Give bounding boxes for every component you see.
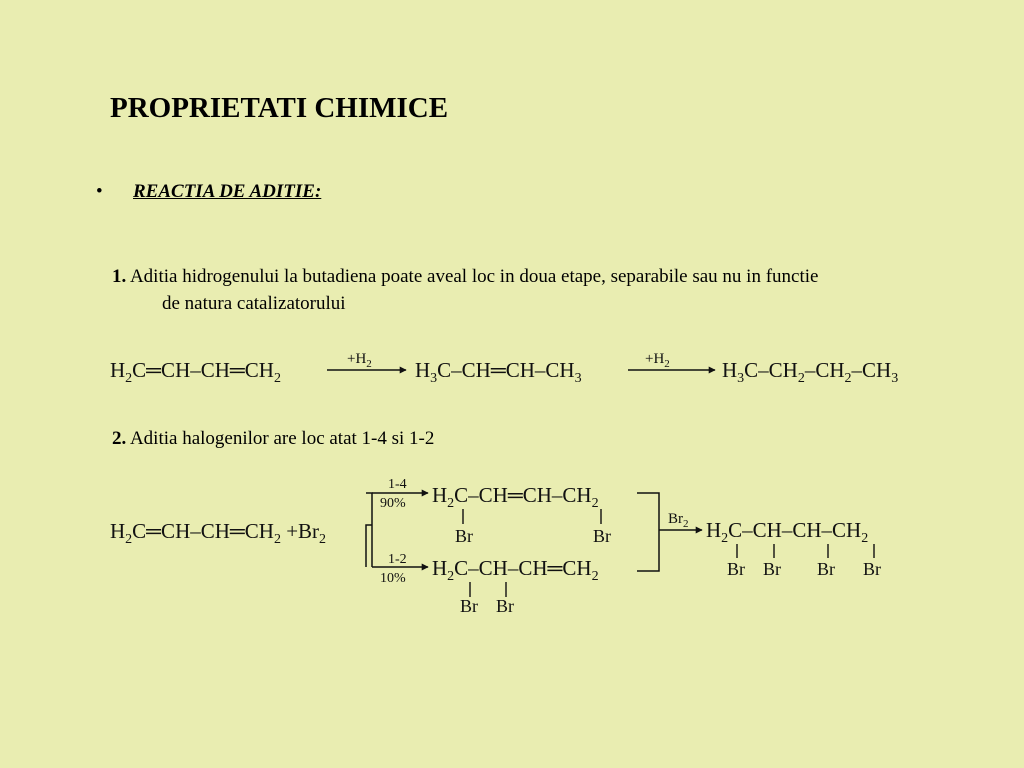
closing-bracket xyxy=(637,493,659,571)
slide-title: PROPRIETATI CHIMICE xyxy=(110,92,449,124)
label-1-4: 1-4 xyxy=(388,477,407,492)
product-1-2: $H_2C-CH-CH═CH_2$ xyxy=(432,556,599,584)
reaction-1-intermediate: $H_3C-CH═CH-CH_3$ xyxy=(415,358,582,386)
product-1-2-br-1: Br xyxy=(460,596,478,616)
item-2-number: 2. xyxy=(112,428,127,449)
percent-90: 90% xyxy=(380,496,406,511)
final-br-4: Br xyxy=(863,559,881,579)
reaction-2 xyxy=(110,477,881,616)
label-1-2: 1-2 xyxy=(388,552,407,567)
final-br-1: Br xyxy=(727,559,745,579)
final-product: $H_2C-CH-CH-CH_2$ xyxy=(706,518,869,546)
final-br-3: Br xyxy=(817,559,835,579)
reagent-br2: $Br_2$ xyxy=(668,511,689,530)
percent-10: 10% xyxy=(380,571,406,586)
reaction-1-reagent-2: $+H_2$ xyxy=(645,351,670,370)
product-1-4-br-2: Br xyxy=(593,526,611,546)
item-1-text: Aditia hidrogenului la butadiena poate aveal loc in doua etape, separabile sau nu in functie xyxy=(129,266,819,287)
branch-bracket xyxy=(366,493,372,567)
section-heading: REACTIA DE ADITIE: xyxy=(133,181,322,202)
reaction-1-product: $H_3C-CH_2-CH_2-CH_3$ xyxy=(722,358,899,386)
reaction-1-reagent-1: $+H_2$ xyxy=(347,351,372,370)
reaction-1 xyxy=(110,351,898,386)
item-1-number: 1. xyxy=(112,266,127,287)
bullet-dot: • xyxy=(96,181,103,202)
product-1-2-br-2: Br xyxy=(496,596,514,616)
final-br-2: Br xyxy=(763,559,781,579)
product-1-4: $H_2C-CH═CH-CH_2$ xyxy=(432,483,599,511)
reaction-2-reactant: $H_2C═CH-CH═CH_2 +Br_2$ xyxy=(110,519,327,547)
item-1-continuation: de natura catalizatorului xyxy=(162,293,346,314)
product-1-4-br-1: Br xyxy=(455,526,473,546)
item-2-text: Aditia halogenilor are loc atat 1-4 si 1-2 xyxy=(129,428,435,449)
reaction-1-reactant: $H_2C═CH-CH═CH_2$ xyxy=(110,358,281,386)
